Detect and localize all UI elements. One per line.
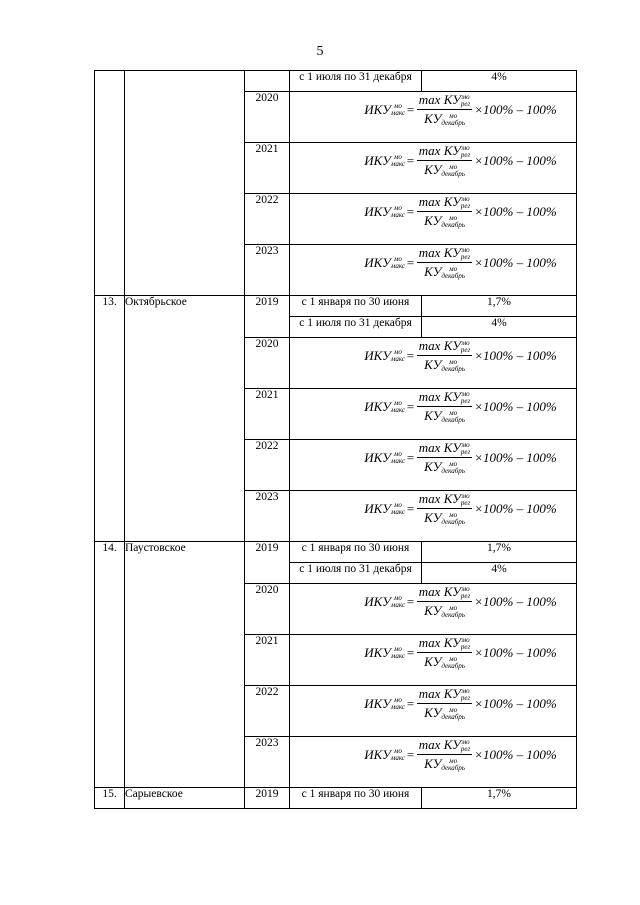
formula-container <box>364 491 556 526</box>
formula-num-main: КУ <box>443 737 461 752</box>
formula-den-main: КУ <box>424 213 442 229</box>
row-number: 15. <box>95 788 125 809</box>
formula-num-sup: мо <box>461 390 470 399</box>
formula-eq: = <box>406 593 415 609</box>
formula-den-sup: мо <box>449 460 458 469</box>
formula-fraction <box>417 737 472 772</box>
formula-container <box>364 245 556 280</box>
formula <box>364 245 556 280</box>
formula-lhs-sup: мо <box>393 593 402 602</box>
municipality-name: Октябрьское <box>125 296 245 542</box>
formula-numerator <box>417 737 472 755</box>
formula-den-main: КУ <box>424 705 442 721</box>
formula <box>364 338 556 373</box>
formula-num-main: КУ <box>443 92 461 107</box>
formula-cell <box>290 491 577 542</box>
formula-tail: ×100% – 100% <box>474 644 557 660</box>
formula-den-main: КУ <box>424 111 442 127</box>
formula-eq: = <box>406 152 415 168</box>
formula-lhs-sub: макс <box>390 210 405 219</box>
formula-num-sup: мо <box>461 246 470 255</box>
formula-max: max <box>418 92 444 107</box>
formula-denominator <box>422 653 467 670</box>
formula-lhs-sub: макс <box>390 702 405 711</box>
formula-lhs-sub: макс <box>390 600 405 609</box>
formula-den-sub: декабрь <box>441 764 465 773</box>
formula-fraction <box>417 686 472 721</box>
formula-lhs-sup: мо <box>393 695 402 704</box>
formula-den-sup: мо <box>449 358 458 367</box>
formula-cell <box>290 389 577 440</box>
formula-lhs-sub: макс <box>390 456 405 465</box>
formula-lhs: ИКУ <box>364 644 391 660</box>
formula-container <box>364 338 556 373</box>
formula-num-sub: рег <box>460 448 471 457</box>
formula-max: max <box>418 584 444 599</box>
formula-fraction <box>417 584 472 619</box>
year-cell: 2019 <box>245 296 290 338</box>
formula <box>364 440 556 475</box>
year-cell: 2021 <box>245 389 290 440</box>
formula-den-sub: декабрь <box>441 467 465 476</box>
formula-denominator <box>422 407 467 424</box>
formula-lhs-sub: макс <box>390 507 405 516</box>
formula-eq: = <box>406 398 415 414</box>
year-cell: 2019 <box>245 542 290 584</box>
formula <box>364 635 556 670</box>
formula-num-main: КУ <box>443 491 461 506</box>
formula-lhs-sup: мо <box>393 449 402 458</box>
year-cell: 2022 <box>245 440 290 491</box>
formula-lhs-sup: мо <box>393 500 402 509</box>
formula-den-main: КУ <box>424 357 442 373</box>
formula-numerator <box>417 491 472 509</box>
period-cell: с 1 января по 30 июня <box>290 542 422 563</box>
formula-denominator <box>422 704 467 721</box>
formula-lhs: ИКУ <box>364 695 391 711</box>
formula-lhs: ИКУ <box>364 152 391 168</box>
table-row <box>95 788 577 809</box>
formula-max: max <box>418 686 444 701</box>
year-cell: 2019 <box>245 788 290 809</box>
formula-cell <box>290 737 577 788</box>
formula-container <box>364 584 556 619</box>
formula-numerator <box>417 245 472 263</box>
period-cell: с 1 июля по 31 декабря <box>290 317 422 338</box>
formula-num-main: КУ <box>443 584 461 599</box>
formula-container <box>364 92 556 127</box>
formula-num-sub: рег <box>460 643 471 652</box>
formula-cell <box>290 143 577 194</box>
formula-denominator <box>422 110 467 127</box>
formula-tail: ×100% – 100% <box>474 347 557 363</box>
table-row <box>95 71 577 92</box>
formula-lhs: ИКУ <box>364 593 391 609</box>
formula-den-sub: декабрь <box>441 518 465 527</box>
formula-lhs-sup: мо <box>393 254 402 263</box>
formula-numerator <box>417 338 472 356</box>
formula-den-sub: декабрь <box>441 272 465 281</box>
formula-fraction <box>417 491 472 526</box>
formula <box>364 737 556 772</box>
formula-den-sup: мо <box>449 706 458 715</box>
formula-max: max <box>418 143 444 158</box>
formula-den-main: КУ <box>424 603 442 619</box>
formula-container <box>364 737 556 772</box>
formula-lhs-sup: мо <box>393 398 402 407</box>
formula-eq: = <box>406 101 415 117</box>
formula-numerator <box>417 194 472 212</box>
formula-fraction <box>417 92 472 127</box>
value-cell: 4% <box>422 317 577 338</box>
formula-num-sub: рег <box>460 499 471 508</box>
formula-tail: ×100% – 100% <box>474 500 557 516</box>
formula-eq: = <box>406 254 415 270</box>
formula-den-sup: мо <box>449 511 458 520</box>
formula <box>364 143 556 178</box>
page-number: 5 <box>316 44 324 59</box>
municipality-name: Паустовское <box>125 542 245 788</box>
formula-lhs-sup: мо <box>393 203 402 212</box>
formula-num-sub: рег <box>460 745 471 754</box>
formula-den-main: КУ <box>424 510 442 526</box>
num-cell <box>95 71 125 296</box>
year-cell: 2020 <box>245 338 290 389</box>
value-cell: 1,7% <box>422 542 577 563</box>
formula-tail: ×100% – 100% <box>474 101 557 117</box>
formula-num-main: КУ <box>443 194 461 209</box>
table-row <box>95 296 577 317</box>
formula-num-main: КУ <box>443 635 461 650</box>
formula-den-sup: мо <box>449 163 458 172</box>
year-cell: 2023 <box>245 737 290 788</box>
year-cell: 2023 <box>245 245 290 296</box>
formula-denominator <box>422 212 467 229</box>
formula-tail: ×100% – 100% <box>474 152 557 168</box>
period-cell: с 1 января по 30 июня <box>290 296 422 317</box>
formula-cell <box>290 338 577 389</box>
formula-tail: ×100% – 100% <box>474 398 557 414</box>
formula <box>364 686 556 721</box>
formula-lhs-sub: макс <box>390 651 405 660</box>
formula-lhs-sup: мо <box>393 347 402 356</box>
year-cell: 2021 <box>245 143 290 194</box>
formula-lhs-sup: мо <box>393 152 402 161</box>
formula-denominator <box>422 458 467 475</box>
formula-lhs: ИКУ <box>364 203 391 219</box>
formula-max: max <box>418 245 444 260</box>
formula-container <box>364 389 556 424</box>
formula-num-sub: рег <box>460 253 471 262</box>
formula-num-sup: мо <box>461 441 470 450</box>
period-cell: с 1 июля по 31 декабря <box>290 563 422 584</box>
formula-cell <box>290 194 577 245</box>
formula-num-sup: мо <box>461 585 470 594</box>
formula-max: max <box>418 737 444 752</box>
formula-den-sub: декабрь <box>441 365 465 374</box>
formula-denominator <box>422 263 467 280</box>
formula-numerator <box>417 584 472 602</box>
formula-cell <box>290 686 577 737</box>
year-cell: 2022 <box>245 686 290 737</box>
formula-num-sup: мо <box>461 492 470 501</box>
formula-num-main: КУ <box>443 440 461 455</box>
year-cell: 2021 <box>245 635 290 686</box>
formula-fraction <box>417 635 472 670</box>
row-number: 13. <box>95 296 125 542</box>
formula-den-main: КУ <box>424 654 442 670</box>
formula-den-main: КУ <box>424 408 442 424</box>
formula-lhs-sub: макс <box>390 753 405 762</box>
formula-lhs-sub: макс <box>390 405 405 414</box>
value-cell: 1,7% <box>422 296 577 317</box>
formula-numerator <box>417 686 472 704</box>
formula-cell <box>290 92 577 143</box>
period-cell: с 1 января по 30 июня <box>290 788 422 809</box>
formula-lhs-sup: мо <box>393 746 402 755</box>
formula-fraction <box>417 143 472 178</box>
formula-denominator <box>422 161 467 178</box>
formula-den-main: КУ <box>424 264 442 280</box>
formula-num-main: КУ <box>443 686 461 701</box>
formula-num-sub: рег <box>460 397 471 406</box>
formula-num-sup: мо <box>461 636 470 645</box>
formula-denominator <box>422 356 467 373</box>
formula-num-sub: рег <box>460 202 471 211</box>
formula-fraction <box>417 389 472 424</box>
formula-num-main: КУ <box>443 338 461 353</box>
formula-den-sub: декабрь <box>441 221 465 230</box>
formula-numerator <box>417 92 472 110</box>
formula-eq: = <box>406 203 415 219</box>
formula-lhs: ИКУ <box>364 500 391 516</box>
formula-den-sup: мо <box>449 757 458 766</box>
formula-lhs: ИКУ <box>364 254 391 270</box>
formula-num-sup: мо <box>461 195 470 204</box>
year-cell: 2022 <box>245 194 290 245</box>
formula-denominator <box>422 509 467 526</box>
formula-den-main: КУ <box>424 459 442 475</box>
formula-tail: ×100% – 100% <box>474 203 557 219</box>
formula-num-sub: рег <box>460 346 471 355</box>
tariff-table <box>94 70 577 809</box>
formula-numerator <box>417 635 472 653</box>
formula-container <box>364 143 556 178</box>
formula-num-sup: мо <box>461 93 470 102</box>
formula-eq: = <box>406 449 415 465</box>
formula-den-sup: мо <box>449 655 458 664</box>
formula-num-main: КУ <box>443 389 461 404</box>
formula-num-sup: мо <box>461 144 470 153</box>
formula-container <box>364 194 556 229</box>
formula-den-sup: мо <box>449 265 458 274</box>
year-cell: 2020 <box>245 584 290 635</box>
formula-den-sub: декабрь <box>441 611 465 620</box>
formula-num-main: КУ <box>443 245 461 260</box>
formula-numerator <box>417 389 472 407</box>
formula-fraction <box>417 245 472 280</box>
formula-num-sub: рег <box>460 151 471 160</box>
formula-den-sup: мо <box>449 112 458 121</box>
formula-lhs: ИКУ <box>364 746 391 762</box>
formula-eq: = <box>406 695 415 711</box>
formula-lhs: ИКУ <box>364 101 391 117</box>
value-cell: 4% <box>422 563 577 584</box>
formula-max: max <box>418 635 444 650</box>
formula-den-sub: декабрь <box>441 713 465 722</box>
formula-num-sub: рег <box>460 694 471 703</box>
formula-container <box>364 686 556 721</box>
formula-tail: ×100% – 100% <box>474 746 557 762</box>
formula-lhs-sub: макс <box>390 261 405 270</box>
formula-den-sup: мо <box>449 409 458 418</box>
formula-den-sub: декабрь <box>441 662 465 671</box>
value-cell: 1,7% <box>422 788 577 809</box>
table-row <box>95 542 577 563</box>
formula-lhs: ИКУ <box>364 398 391 414</box>
formula-tail: ×100% – 100% <box>474 593 557 609</box>
formula-den-main: КУ <box>424 162 442 178</box>
formula-cell <box>290 635 577 686</box>
formula-lhs-sup: мо <box>393 101 402 110</box>
formula-max: max <box>418 491 444 506</box>
formula-max: max <box>418 389 444 404</box>
value-cell: 4% <box>422 71 577 92</box>
formula-cell <box>290 440 577 491</box>
formula <box>364 389 556 424</box>
formula-fraction <box>417 440 472 475</box>
formula-eq: = <box>406 500 415 516</box>
name-cell <box>125 71 245 296</box>
formula <box>364 584 556 619</box>
formula-eq: = <box>406 746 415 762</box>
formula-denominator <box>422 755 467 772</box>
formula-tail: ×100% – 100% <box>474 695 557 711</box>
formula-cell <box>290 584 577 635</box>
formula-lhs-sub: макс <box>390 159 405 168</box>
formula-fraction <box>417 194 472 229</box>
formula-fraction <box>417 338 472 373</box>
formula-lhs-sub: макс <box>390 108 405 117</box>
year-cell: 2023 <box>245 491 290 542</box>
formula-max: max <box>418 338 444 353</box>
formula-num-sup: мо <box>461 339 470 348</box>
formula-eq: = <box>406 347 415 363</box>
formula <box>364 194 556 229</box>
formula-lhs-sup: мо <box>393 644 402 653</box>
formula-num-sub: рег <box>460 592 471 601</box>
formula-num-sup: мо <box>461 738 470 747</box>
formula-container <box>364 635 556 670</box>
formula-denominator <box>422 602 467 619</box>
year-cell <box>245 71 290 92</box>
row-number: 14. <box>95 542 125 788</box>
formula-den-sub: декабрь <box>441 170 465 179</box>
formula-eq: = <box>406 644 415 660</box>
formula-numerator <box>417 143 472 161</box>
formula-lhs: ИКУ <box>364 449 391 465</box>
formula-num-sup: мо <box>461 687 470 696</box>
period-cell: с 1 июля по 31 декабря <box>290 71 422 92</box>
formula-lhs: ИКУ <box>364 347 391 363</box>
formula-container <box>364 440 556 475</box>
formula <box>364 491 556 526</box>
formula-den-sub: декабрь <box>441 416 465 425</box>
formula-den-sub: декабрь <box>441 119 465 128</box>
formula-num-sub: рег <box>460 100 471 109</box>
formula-den-sup: мо <box>449 214 458 223</box>
year-cell: 2020 <box>245 92 290 143</box>
formula-tail: ×100% – 100% <box>474 449 557 465</box>
formula <box>364 92 556 127</box>
formula-lhs-sub: макс <box>390 354 405 363</box>
formula-den-sup: мо <box>449 604 458 613</box>
formula-numerator <box>417 440 472 458</box>
formula-num-main: КУ <box>443 143 461 158</box>
formula-max: max <box>418 194 444 209</box>
formula-tail: ×100% – 100% <box>474 254 557 270</box>
formula-max: max <box>418 440 444 455</box>
formula-cell <box>290 245 577 296</box>
formula-den-main: КУ <box>424 756 442 772</box>
municipality-name: Сарыевское <box>125 788 245 809</box>
